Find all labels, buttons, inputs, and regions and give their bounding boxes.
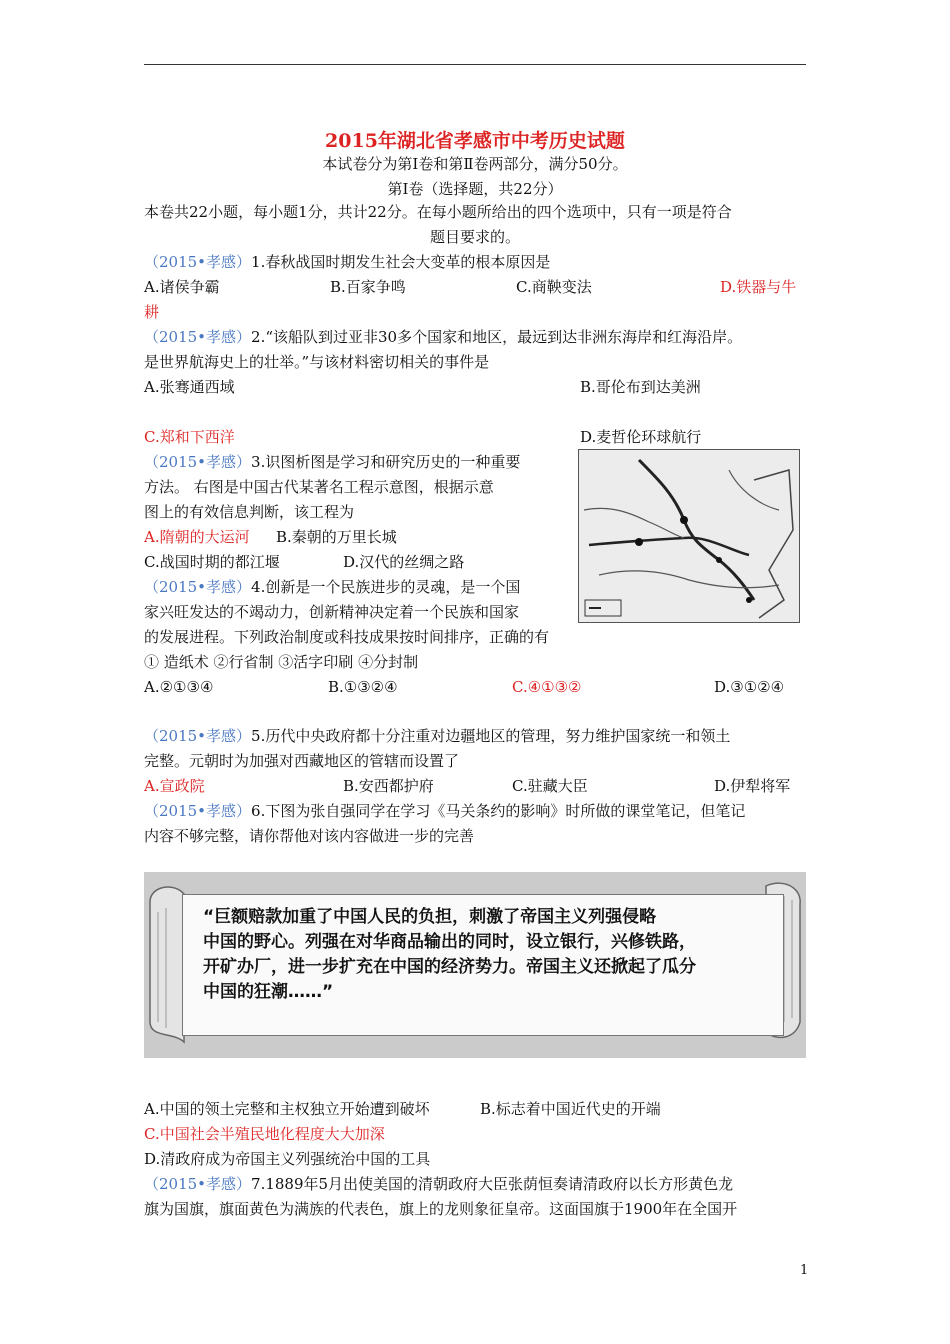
question-6-cont: 内容不够完整，请你帮他对该内容做进一步的完善 — [144, 827, 475, 845]
q6-option-a: A.中国的领土完整和主权独立开始遭到破坏 — [144, 1100, 430, 1118]
question-4-cont2: 的发展进程。下列政治制度或科技成果按时间排序，正确的有 — [144, 628, 550, 646]
q2-option-a: A.张骞通西域 — [144, 378, 235, 396]
q4-option-d: D.③①②④ — [714, 678, 785, 696]
page-title: 2015年湖北省孝感市中考历史试题 — [325, 130, 625, 152]
q3-option-a: A.隋朝的大运河 — [144, 528, 250, 546]
q1-option-c: C.商鞅变法 — [516, 278, 592, 296]
question-4-cont: 家兴旺发达的不竭动力，创新精神决定着一个民族和国家 — [144, 603, 520, 621]
subtitle: 本试卷分为第Ⅰ卷和第Ⅱ卷两部分，满分50分。 — [322, 155, 628, 173]
q4-option-b: B.①③②④ — [328, 678, 398, 696]
question-3: （2015•孝感）3.识图析图是学习和研究历史的一种重要 — [144, 453, 521, 471]
instruction: 本卷共22小题，每小题1分，共计22分。在每小题所给出的四个选项中，只有一项是符合 — [144, 203, 732, 221]
q5-option-c: C.驻藏大臣 — [512, 777, 588, 795]
q6-option-b: B.标志着中国近代史的开端 — [480, 1100, 661, 1118]
q1-option-d-cont: 耕 — [144, 303, 160, 321]
q5-option-b: B.安西都护府 — [343, 777, 434, 795]
notes-quote: “巨额赔款加重了中国人民的负担，刺激了帝国主义列强侵略 中国的野心。列强在对华商品输出的同时，设立银行，兴修铁路， 开矿办厂，进一步扩充在中国的经济势力。帝国主义还掀起了瓜分 中国的狂潮……” — [203, 907, 696, 1002]
section-heading: 第Ⅰ卷（选择题，共22分） — [387, 180, 563, 198]
question-2-cont: 是世界航海史上的壮举。”与该材料密切相关的事件是 — [144, 353, 490, 371]
notes-paper — [182, 894, 784, 1036]
q4-option-c: C.④①③② — [512, 678, 582, 696]
q2-option-c: C.郑和下西洋 — [144, 428, 235, 446]
q6-option-d: D.清政府成为帝国主义列强统治中国的工具 — [144, 1150, 431, 1168]
q1-option-d: D.铁器与牛 — [720, 278, 797, 296]
q2-option-d: D.麦哲伦环球航行 — [580, 428, 702, 446]
question-4-items: ① 造纸术 ②行省制 ③活字印刷 ④分封制 — [144, 653, 419, 671]
canal-map-figure — [578, 449, 800, 623]
q3-option-d: D.汉代的丝绸之路 — [343, 553, 465, 571]
question-6: （2015•孝感）6.下图为张自强同学在学习《马关条约的影响》时所做的课堂笔记，但笔记 — [144, 802, 746, 820]
instruction-cont: 题目要求的。 — [429, 228, 520, 246]
question-5-cont: 完整。元朝时为加强对西藏地区的管辖而设置了 — [144, 752, 460, 770]
q3-option-b: B.秦朝的万里长城 — [276, 528, 397, 546]
notes-scroll-figure — [144, 872, 806, 1058]
question-7-cont: 旗为国旗，旗面黄色为满族的代表色，旗上的龙则象征皇帝。这面国旗于1900年在全国开 — [144, 1200, 738, 1218]
q5-option-d: D.伊犁将军 — [714, 777, 791, 795]
q5-option-a: A.宣政院 — [144, 777, 205, 795]
question-5: （2015•孝感）5.历代中央政府都十分注重对边疆地区的管理，努力维护国家统一和领土 — [144, 727, 731, 745]
question-2: （2015•孝感）2.“该船队到过亚非30多个国家和地区，最远到达非洲东海岸和红海沿岸。 — [144, 328, 743, 346]
question-4: （2015•孝感）4.创新是一个民族进步的灵魂，是一个国 — [144, 578, 521, 596]
header-rule — [144, 64, 806, 65]
page-number: 1 — [800, 1263, 809, 1278]
question-3-cont2: 图上的有效信息判断，该工程为 — [144, 503, 355, 521]
q3-option-c: C.战国时期的都江堰 — [144, 553, 280, 571]
q1-option-b: B.百家争鸣 — [330, 278, 406, 296]
question-7: （2015•孝感）7.1889年5月出使美国的清朝政府大臣张荫恒奏请清政府以长方形黄色龙 — [144, 1175, 734, 1193]
question-3-cont: 方法。 右图是中国古代某著名工程示意图，根据示意 — [144, 478, 494, 496]
q2-option-b: B.哥伦布到达美洲 — [580, 378, 701, 396]
q1-option-a: A.诸侯争霸 — [144, 278, 220, 296]
question-1: （2015•孝感）1.春秋战国时期发生社会大变革的根本原因是 — [144, 253, 551, 271]
q4-option-a: A.②①③④ — [144, 678, 214, 696]
q6-option-c: C.中国社会半殖民地化程度大大加深 — [144, 1125, 385, 1143]
